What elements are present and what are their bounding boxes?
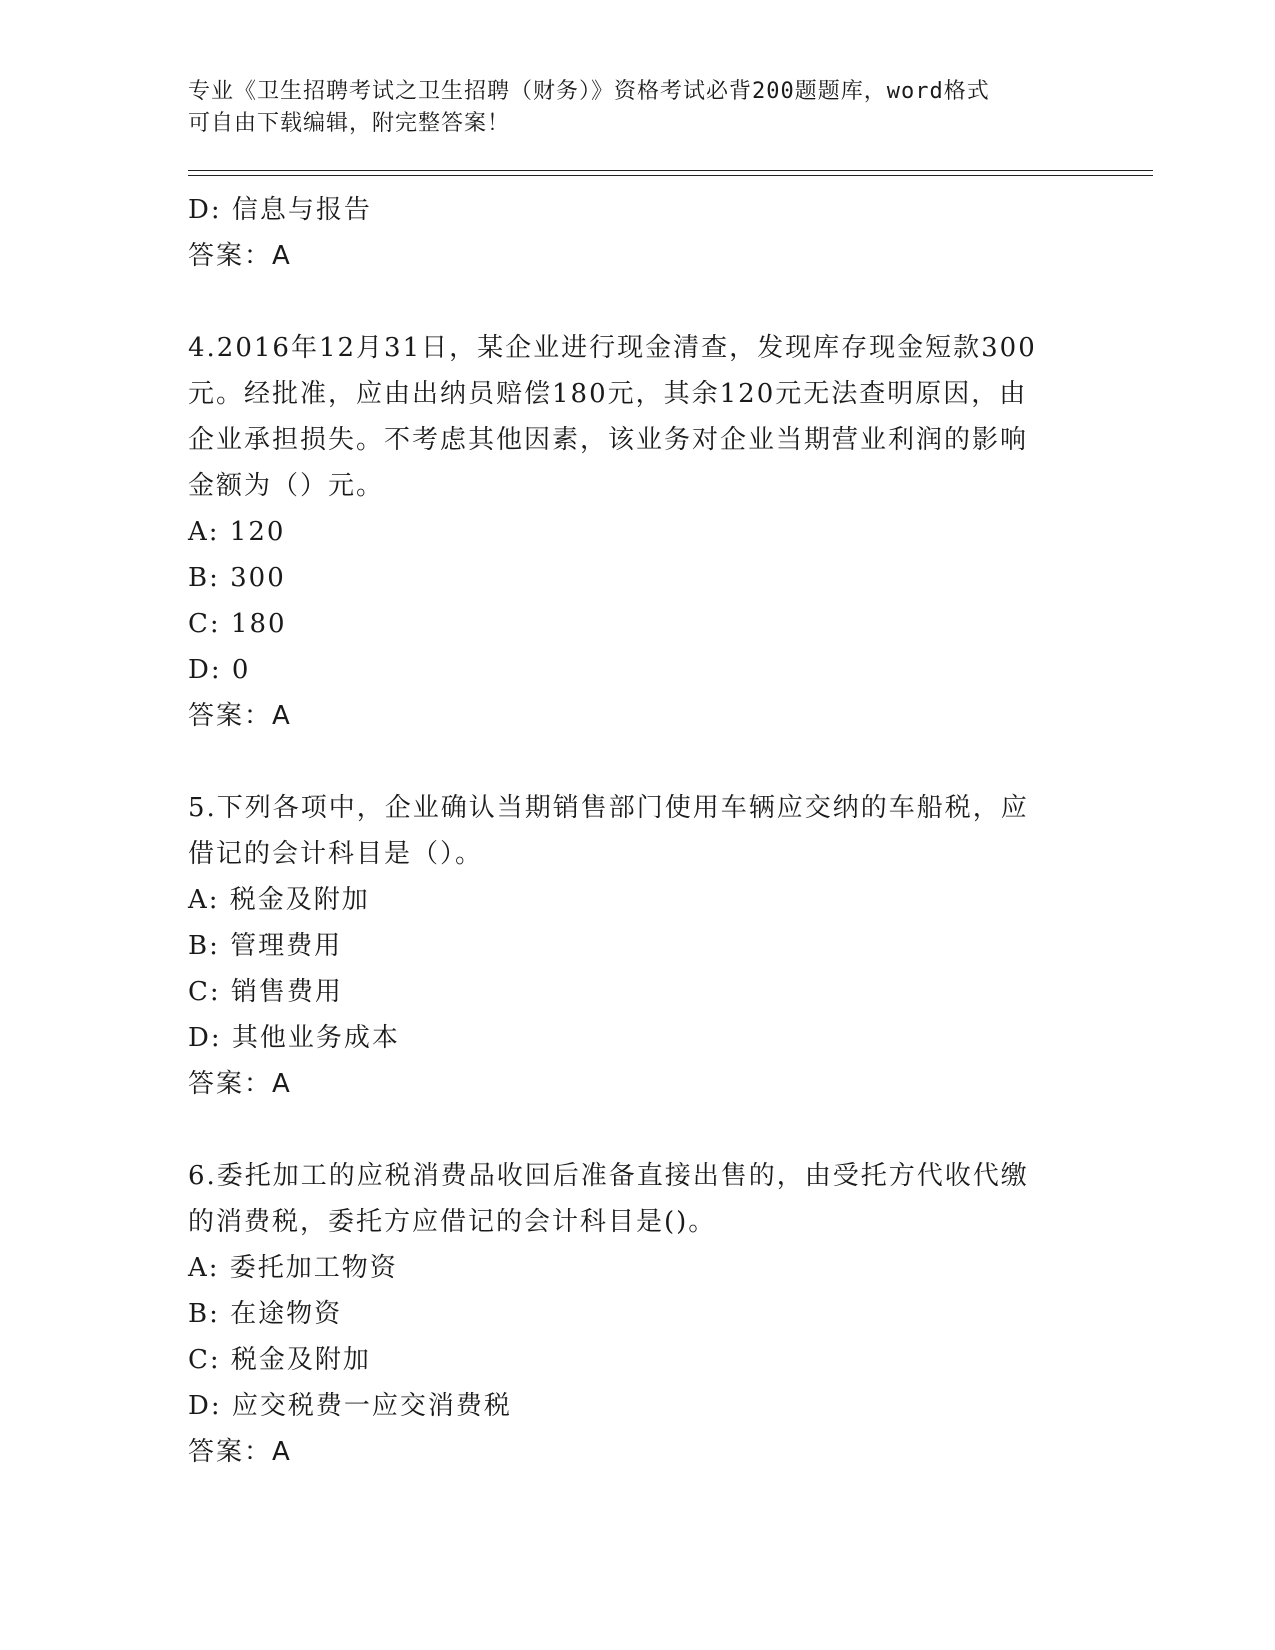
question-4-line-4: 金额为（）元。 [188, 471, 385, 501]
question-6-option-a: A: 委托加工物资 [188, 1253, 398, 1283]
question-content [188, 187, 1068, 1475]
question-6-answer: 答案：A [188, 1437, 292, 1467]
question-4-line-1: 4.2016年12月31日，某企业进行现金清查，发现库存现金短款300 [188, 333, 1037, 363]
question-5-option-c: C: 销售费用 [188, 977, 343, 1007]
header-rule-bottom [188, 175, 1153, 176]
question-6-option-d: D: 应交税费一应交消费税 [188, 1391, 512, 1421]
question-5 [188, 785, 1068, 877]
question-5-option-d: D: 其他业务成本 [188, 1023, 400, 1053]
question-5-option-a: A: 税金及附加 [188, 885, 370, 915]
header-rule-top [188, 170, 1153, 171]
spacer [188, 279, 1068, 325]
document-header [188, 76, 1068, 140]
question-5-option-b: B: 管理费用 [188, 931, 343, 961]
question-4-option-b: B: 300 [188, 563, 286, 593]
question-4-option-c: C: 180 [188, 609, 287, 639]
question-5-line-1: 5.下列各项中，企业确认当期销售部门使用车辆应交纳的车船税，应 [188, 793, 1029, 823]
spacer [188, 739, 1068, 785]
question-4-option-a: A: 120 [188, 517, 286, 547]
question-6-option-c: C: 税金及附加 [188, 1345, 371, 1375]
question-4-answer: 答案：A [188, 701, 292, 731]
question-5-line-2: 借记的会计科目是（）。 [188, 839, 484, 869]
header-line-1: 专业《卫生招聘考试之卫生招聘（财务）》资格考试必背200题题库，word格式 [188, 79, 990, 104]
question-6-option-b: B: 在途物资 [188, 1299, 343, 1329]
prev-option-d: D: 信息与报告 [188, 195, 372, 225]
prev-answer: 答案：A [188, 241, 292, 271]
spacer [188, 1107, 1068, 1153]
question-4-line-2: 元。经批准，应由出纳员赔偿180元，其余120元无法查明原因，由 [188, 379, 1028, 409]
question-6-line-1: 6.委托加工的应税消费品收回后准备直接出售的，由受托方代收代缴 [188, 1161, 1029, 1191]
question-4 [188, 325, 1068, 509]
question-4-line-3: 企业承担损失。不考虑其他因素，该业务对企业当期营业利润的影响 [188, 425, 1029, 455]
question-6-line-2: 的消费税，委托方应借记的会计科目是()。 [188, 1207, 717, 1237]
question-4-option-d: D: 0 [188, 655, 251, 685]
question-5-answer: 答案：A [188, 1069, 292, 1099]
question-6 [188, 1153, 1068, 1245]
header-line-2: 可自由下载编辑，附完整答案！ [188, 111, 511, 136]
